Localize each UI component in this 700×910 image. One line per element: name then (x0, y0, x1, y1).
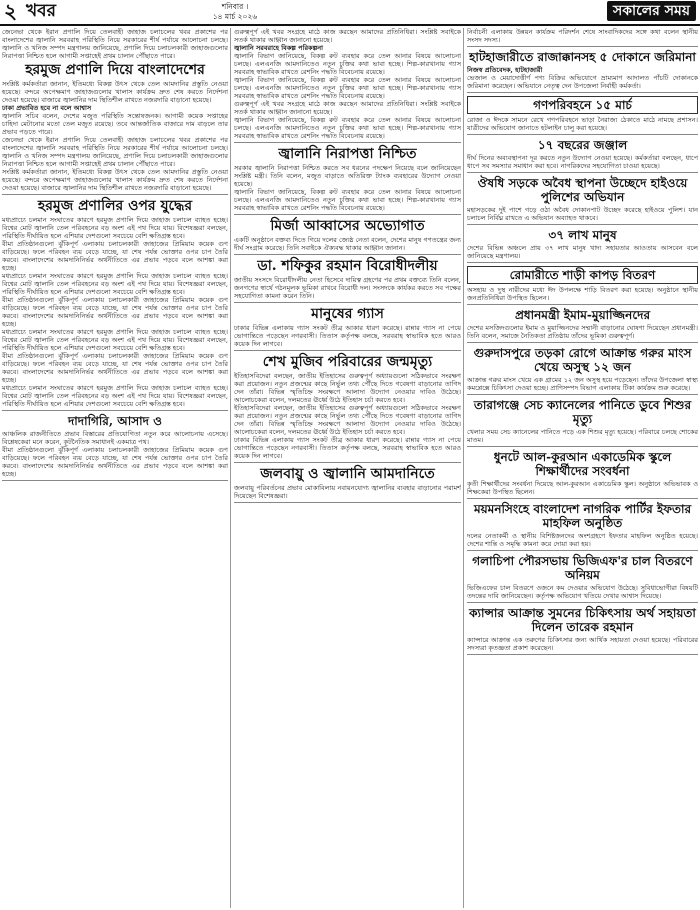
story-body: জ্বালানি বিভাগ জানিয়েছে, বিকল্প রুট ব্যবহার করে তেল আনার বিষয়ে আলোচনা চলছে। এলএনজি আমদানিতেও নতুন চুক্তির কথা ভাবা হচ্ছে। শিল্প-কারখানায় গ্যাস সরবরাহ স্বাভাবিক রাখতে রেশনিং পদ্ধতি বিবেচনায় রয়েছে। (234, 188, 461, 212)
story-body: ইতিহাসবিদেরা বলছেন, জাতীয় ইতিহাসের গুরুত্বপূর্ণ অধ্যায়গুলো সঠিকভাবে সংরক্ষণ করা প্রয়োজন। নতুন প্রজন্মের কাছে নির্ভুল তথ্য পৌঁছে দিতে গবেষণা বাড়ানোর তাগিদ দেন তাঁরা। বিভিন্ন স্মৃতিচিহ্ন সংরক্ষণে আলাদা উদ্যোগ নেওয়ার দাবিও উঠেছে। আলোচকেরা বলেন, দলমতের ঊর্ধ্বে উঠে ইতিহাস চর্চা করতে হবে। (234, 404, 461, 436)
story-body: ভিজিএফের চাল বিতরণে ওজনে কম দেওয়ার অভিযোগ উঠেছে। সুবিধাভোগীরা বিষয়টি তদন্তের দাবি জানিয়েছেন। কর্তৃপক্ষ অভিযোগ খতিয়ে দেখার আশ্বাস দিয়েছে। (467, 584, 698, 600)
headline: গুরুদাসপুরে তড়কা রোগে আক্রান্ত গরুর মাংস খেয়ে অসুস্থ ১২ জন (473, 346, 692, 374)
story-body: সংশ্লিষ্ট কর্মকর্তারা জানান, ইতিমধ্যে বিকল্প উৎস থেকে তেল আমদানির প্রস্তুতি নেওয়া হয়েছে। বন্দরে অপেক্ষমাণ জাহাজগুলোর খালাস কার্যক্রম দ্রুত শেষ করতে নির্দেশনা দেওয়া হয়েছে। বাজারে জ্বালানির দাম স্থিতিশীল রাখতে নজরদারি বাড়ানো হয়েছে। (2, 80, 228, 104)
story-body: বীমা প্রতিষ্ঠানগুলো ঝুঁকিপূর্ণ এলাকায় চলাচলকারী জাহাজের প্রিমিয়াম কয়েক গুণ বাড়িয়েছে। ফলে পরিবহন ব্যয় বেড়ে যাচ্ছে, যা শেষ পর্যন্ত ভোক্তার ওপর চাপ তৈরি করবে। বাংলাদেশের আমদানিনির্ভর অর্থনীতিতে এর প্রভাব পড়বে বলে আশঙ্কা করা হচ্ছে। (2, 296, 228, 328)
story-body: ঢাকার বিভিন্ন এলাকায় গ্যাস সংকট তীব্র আকার ধারণ করেছে। রান্নার গ্যাস না পেয়ে ভোগান্তিতে পড়েছেন নগরবাসী। তিতাস কর্তৃপক্ষ বলছে, সরবরাহ স্বাভাবিক হতে আরও কয়েক দিন লাগবে। (234, 436, 461, 460)
story-opposition-leader (234, 258, 461, 303)
story-body: সংশ্লিষ্ট কর্মকর্তারা জানান, ইতিমধ্যে বিকল্প উৎস থেকে তেল আমদানির প্রস্তুতি নেওয়া হয়েছে। বন্দরে অপেক্ষমাণ জাহাজগুলোর খালাস কার্যক্রম দ্রুত শেষ করতে নির্দেশনা দেওয়া হয়েছে। বাজারে জ্বালানির দাম স্থিতিশীল রাখতে নজরদারি বাড়ানো হয়েছে। (2, 168, 228, 192)
column-3 (467, 28, 698, 908)
headline: ধুনটে আল-কুরআন একাডেমিক স্কুলে শিক্ষার্থীদের সংবর্ধনা (493, 450, 672, 478)
headline: ডা. শফিকুর রহমান বিরোধীদলীয় (257, 258, 438, 274)
headline: মির্জা আব্বাসের অভ্যোগাত (270, 218, 425, 234)
story-body: ইতিহাসবিদেরা বলছেন, জাতীয় ইতিহাসের গুরুত্বপূর্ণ অধ্যায়গুলো সঠিকভাবে সংরক্ষণ করা প্রয়োজন। নতুন প্রজন্মের কাছে নির্ভুল তথ্য পৌঁছে দিতে গবেষণা বাড়ানোর তাগিদ দেন তাঁরা। বিভিন্ন স্মৃতিচিহ্ন সংরক্ষণে আলাদা উদ্যোগ নেওয়ার দাবিও উঠেছে। আলোচকেরা বলেন, দলমতের ঊর্ধ্বে উঠে ইতিহাস চর্চা করতে হবে। (234, 372, 461, 404)
column-1 (2, 28, 228, 908)
story-mujib-family (234, 354, 461, 463)
headline: শেখ মুজিব পরিবারের জন্মমৃত্যু (262, 354, 433, 370)
headline: দাদাগিরি, আসাদ ও (68, 414, 162, 428)
story-hathazari-fine (467, 50, 698, 93)
newspaper-logo: সকালের সময় (607, 1, 696, 21)
headline: জলবায়ু ও জ্বালানি আমদানিতে (260, 466, 435, 482)
story-body: ঢাকার বিভিন্ন এলাকায় গ্যাস সংকট তীব্র আকার ধারণ করেছে। রান্নার গ্যাস না পেয়ে ভোগান্তিতে পড়েছেন নগরবাসী। তিতাস কর্তৃপক্ষ বলছে, সরবরাহ স্বাভাবিক হতে আরও কয়েক দিন লাগবে। (234, 324, 461, 348)
story-37-lakh (467, 228, 698, 263)
story-taraganj-drowning (467, 398, 698, 447)
story-body: মধ্যপ্রাচ্যে চলমান সংঘাতের কারণে হরমুজ প্রণালি দিয়ে জাহাজ চলাচল ব্যাহত হচ্ছে। বিশ্বের মোট জ্বালানি তেল পরিবহনের বড় অংশ এই পথ দিয়ে যায়। বিশেষজ্ঞরা বলছেন, পরিস্থিতি দীর্ঘায়িত হলে এশিয়ার দেশগুলো সবচেয়ে বেশি ক্ষতিগ্রস্ত হবে। (2, 328, 228, 352)
story-mirza-abbas (234, 218, 461, 255)
story-body: রোজা ও ঈদকে সামনে রেখে গণপরিবহনে ভাড়া নৈরাজ্য ঠেকাতে মাঠে নামছে প্রশাসন। যাত্রীদের অভিযোগ জানাতে হটলাইন চালু করা হয়েছে। (467, 116, 698, 132)
story-hormuz-war (2, 198, 228, 411)
column-2 (234, 28, 461, 908)
section-name: খবর (26, 1, 56, 21)
story-body: ক্যান্সারে আক্রান্ত এক তরুণের চিকিৎসার জন্য আর্থিক সহায়তা দেওয়া হয়েছে। পরিবারের সদস্যরা কৃতজ্ঞতা প্রকাশ করেছেন। (467, 636, 698, 652)
headline: জ্বালানি নিরাপত্তা নিশ্চিত (278, 146, 417, 162)
story-body: মধ্যপ্রাচ্যে চলমান সংঘাতের কারণে হরমুজ প্রণালি দিয়ে জাহাজ চলাচল ব্যাহত হচ্ছে। বিশ্বের মোট জ্বালানি তেল পরিবহনের বড় অংশ এই পথ দিয়ে যায়। বিশেষজ্ঞরা বলছেন, পরিস্থিতি দীর্ঘায়িত হলে এশিয়ার দেশগুলো সবচেয়ে বেশি ক্ষতিগ্রস্ত হবে। (2, 384, 228, 408)
story-body: বীমা প্রতিষ্ঠানগুলো ঝুঁকিপূর্ণ এলাকায় চলাচলকারী জাহাজের প্রিমিয়াম কয়েক গুণ বাড়িয়েছে। ফলে পরিবহন ব্যয় বেড়ে যাচ্ছে, যা শেষ পর্যন্ত ভোক্তার ওপর চাপ তৈরি করবে। বাংলাদেশের আমদানিনির্ভর অর্থনীতিতে এর প্রভাব পড়বে বলে আশঙ্কা করা হচ্ছে। (2, 240, 228, 272)
masthead (0, 0, 700, 26)
dateline (200, 2, 270, 22)
story-body: জাতীয় সংসদে বিরোধীদলীয় নেতা হিসেবে দায়িত্ব গ্রহণের পর প্রথম বক্তব্যে তিনি বলেন, জনগণের স্বার্থে গঠনমূলক ভূমিকা রাখবে বিরোধী দল। সংসদকে কার্যকর করতে সব পক্ষের সহযোগিতা কামনা করেন তিনি। (234, 276, 461, 300)
story-body: জ্বালানি বিভাগ জানিয়েছে, বিকল্প রুট ব্যবহার করে তেল আনার বিষয়ে আলোচনা চলছে। এলএনজি আমদানিতেও নতুন চুক্তির কথা ভাবা হচ্ছে। শিল্প-কারখানায় গ্যাস সরবরাহ স্বাভাবিক রাখতে রেশনিং পদ্ধতি বিবেচনায় রয়েছে। (234, 116, 461, 140)
headline: হাটহাজারীতে রাজাক্কানসহ ৫ দোকানে জরিমানা (469, 50, 696, 64)
story-body: কৃতী শিক্ষার্থীদের সংবর্ধনা দিয়েছে আল-কুরআন একাডেমিক স্কুল। অনুষ্ঠানে অভিভাবক ও শিক্ষকেরা উপস্থিত ছিলেন। (467, 480, 698, 496)
headline: ঔষধি সড়কে অবৈধ স্থাপনা উচ্ছেদে হাইওয়ে পুলিশের অভিযান (477, 176, 688, 204)
story-hormuz-bangladesh (2, 28, 228, 195)
story-body: একটি অনুষ্ঠানে বক্তব্য দিতে গিয়ে দলের জ্যেষ্ঠ নেতা বলেন, দেশের মানুষ গণতন্ত্রের জন্য দীর্ঘ সংগ্রাম করেছে। তিনি সবাইকে ঐক্যবদ্ধ থাকার আহ্বান জানান। (234, 236, 461, 252)
story-body: বীমা প্রতিষ্ঠানগুলো ঝুঁকিপূর্ণ এলাকায় চলাচলকারী জাহাজের প্রিমিয়াম কয়েক গুণ বাড়িয়েছে। ফলে পরিবহন ব্যয় বেড়ে যাচ্ছে, যা শেষ পর্যন্ত ভোক্তার ওপর চাপ তৈরি করবে। বাংলাদেশের আমদানিনির্ভর অর্থনীতিতে এর প্রভাব পড়বে বলে আশঙ্কা করা হচ্ছে। (2, 352, 228, 384)
headline: গণপরিবহনে ১৫ মার্চ (467, 96, 698, 114)
story-body: দেশের বিভিন্ন অঞ্চলে প্রায় ৩৭ লাখ মানুষ খাদ্য সহায়তার আওতায় আসবেন বলে জানিয়েছে মন্ত্রণালয়। (467, 244, 698, 260)
story-body: ভেজাল ও মেয়াদোত্তীর্ণ পণ্য বিক্রির অভিযোগে ভ্রাম্যমাণ আদালত পাঁচটি দোকানকে জরিমানা করেছেন। অভিযানে নেতৃত্ব দেন উপজেলা নির্বাহী কর্মকর্তা। (467, 74, 698, 90)
story-body: দলের নেতাকর্মী ও স্থানীয় বিশিষ্টজনদের অংশগ্রহণে ইফতার মাহফিল অনুষ্ঠিত হয়েছে। দেশের শান্তি ও সমৃদ্ধি কামনা করে দোয়া করা হয়। (467, 532, 698, 548)
story-galachipa-vgf (467, 554, 698, 603)
story-top (467, 28, 698, 47)
story-body: জেনেভা থেকে ইরান প্রণালি দিয়ে তেলবাহী জাহাজ চলাচলের খবর প্রকাশের পর বাংলাদেশের জ্বালানি সরবরাহ পরিস্থিতি নিয়ে সরকারের শীর্ষ পর্যায়ে আলোচনা চলছে। জ্বালানি ও খনিজ সম্পদ মন্ত্রণালয় জানিয়েছে, প্রণালি দিয়ে চলাচলকারী জাহাজগুলোর নিরাপত্তা নিশ্চিত হলে আগামী সপ্তাহেই প্রথম চালান পৌঁছাতে পারে। (2, 136, 228, 168)
story-gas (234, 306, 461, 351)
story-dhunat-school (467, 450, 698, 499)
day-label: শনিবার । (221, 2, 249, 11)
story-cancer-aid (467, 606, 698, 655)
story-body: জ্বালানি বিভাগ জানিয়েছে, বিকল্প রুট ব্যবহার করে তেল আনার বিষয়ে আলোচনা চলছে। এলএনজি আমদানিতেও নতুন চুক্তির কথা ভাবা হচ্ছে। শিল্প-কারখানায় গ্যাস সরবরাহ স্বাভাবিক রাখতে রেশনিং পদ্ধতি বিবেচনায় রয়েছে। (234, 76, 461, 100)
story-highway-eviction (467, 176, 698, 225)
headline: মানুষের গ্যাস (311, 306, 384, 322)
story-body: গুরুত্বপূর্ণ এই খবর সংগ্রহে মাঠে কাজ করছেন আমাদের প্রতিনিধিরা। সংশ্লিষ্ট সবাইকে সতর্ক থাকার আহ্বান জানানো হয়েছে। (234, 100, 461, 116)
story-body: মধ্যপ্রাচ্যে চলমান সংঘাতের কারণে হরমুজ প্রণালি দিয়ে জাহাজ চলাচল ব্যাহত হচ্ছে। বিশ্বের মোট জ্বালানি তেল পরিবহনের বড় অংশ এই পথ দিয়ে যায়। বিশেষজ্ঞরা বলছেন, পরিস্থিতি দীর্ঘায়িত হলে এশিয়ার দেশগুলো সবচেয়ে বেশি ক্ষতিগ্রস্ত হবে। (2, 216, 228, 240)
story-energy-security (234, 146, 461, 215)
story-body: জলবায়ু পরিবর্তনের প্রভাব মোকাবিলায় নবায়নযোগ্য জ্বালানির ব্যবহার বাড়ানোর পরামর্শ দিয়েছেন বিশেষজ্ঞরা। (234, 484, 461, 500)
column-rule (230, 28, 231, 908)
headline: হরমুজ প্রণালি দিয়ে বাংলাদেশের (25, 62, 205, 78)
headline: রোমারীতে শাড়ী কাপড় বিতরণ (467, 266, 698, 284)
date-label: ১৪ মার্চ ২০২৬ (212, 12, 258, 21)
story-body: খেলার সময় সেচ ক্যানেলের পানিতে পড়ে এক শিশুর মৃত্যু হয়েছে। পরিবারে চলছে শোকের মাতম। (467, 428, 698, 444)
story-body: নির্বাচনী এলাকায় উন্নয়ন কার্যক্রম পরিদর্শন শেষে সাংবাদিকদের সঙ্গে কথা বলেন স্থানীয় সংসদ সদস্য। (467, 28, 698, 44)
story-body: বীমা প্রতিষ্ঠানগুলো ঝুঁকিপূর্ণ এলাকায় চলাচলকারী জাহাজের প্রিমিয়াম কয়েক গুণ বাড়িয়েছে। ফলে পরিবহন ব্যয় বেড়ে যাচ্ছে, যা শেষ পর্যন্ত ভোক্তার ওপর চাপ তৈরি করবে। বাংলাদেশের আমদানিনির্ভর অর্থনীতিতে এর প্রভাব পড়বে বলে আশঙ্কা করা হচ্ছে। (2, 446, 228, 478)
column-rule (463, 28, 464, 908)
story-gurudaspur-anthrax (467, 346, 698, 395)
story-body: আঞ্চলিক রাজনীতিতে প্রভাব বিস্তারের প্রতিযোগিতা নতুন করে আলোচনায় এসেছে। বিশ্লেষকেরা মনে করেন, কূটনৈতিক সমাধানই একমাত্র পথ। (2, 430, 228, 446)
headline: গলাচিপা পৌরসভায় ভিজিএফ'র চাল বিতরণে অনিয়ম (472, 554, 693, 582)
story-body: অসহায় ও দুস্থ নারীদের মধ্যে ঈদ উপলক্ষে শাড়ি বিতরণ করা হয়েছে। অনুষ্ঠানে স্থানীয় জনপ্রতিনিধিরা উপস্থিত ছিলেন। (467, 286, 698, 302)
story-body: দেশের মসজিদগুলোর ইমাম ও মুয়াজ্জিনদের সম্মানী বাড়ানোর ঘোষণা দিয়েছেন প্রধানমন্ত্রী। তিনি বলেন, সমাজে নৈতিকতা প্রতিষ্ঠায় তাঁদের ভূমিকা গুরুত্বপূর্ণ। (467, 324, 698, 340)
page-number: ২ (4, 0, 18, 23)
headline: ময়মনসিংহে বাংলাদেশ নাগরিক পার্টির ইফতার মাহফিল অনুষ্ঠিত (473, 502, 692, 530)
story-transport (467, 96, 698, 135)
subheading: জ্বালানি সরবরাহে বিকল্প পরিকল্পনা (234, 44, 323, 52)
story-body: জ্বালানি সচিব বলেন, দেশের মজুত পরিস্থিতি সন্তোষজনক। আগামী কয়েক সপ্তাহের চাহিদা মেটানোর মতো তেল মজুত রয়েছে। তবে আন্তর্জাতিক বাজারে দাম বাড়লে তার প্রভাব পড়তে পারে। (2, 112, 228, 136)
story-17-years (467, 138, 698, 173)
story-climate-energy (234, 466, 461, 503)
story-energy-plan (234, 28, 461, 143)
story-body: মহাসড়কের দুই পাশে গড়ে ওঠা অবৈধ দোকানপাট উচ্ছেদ করেছে হাইওয়ে পুলিশ। যান চলাচল নির্বিঘ্ন রাখতে এ অভিযান অব্যাহত থাকবে। (467, 206, 698, 222)
story-body: আক্রান্ত গরুর মাংস খেয়ে এক গ্রামের ১২ জন অসুস্থ হয়ে পড়েছেন। তাঁদের উপজেলা স্বাস্থ্য কমপ্লেক্সে চিকিৎসা দেওয়া হচ্ছে। প্রাণিসম্পদ বিভাগ এলাকায় টিকা কার্যক্রম শুরু করেছে। (467, 376, 698, 392)
headline: ক্যান্সার আক্রান্ত সুমনের চিকিৎসায় অর্থ সহায়তা দিলেন তারেক রহমান (469, 606, 696, 634)
story-mymensingh-iftar (467, 502, 698, 551)
story-body: জ্বালানি বিভাগ জানিয়েছে, বিকল্প রুট ব্যবহার করে তেল আনার বিষয়ে আলোচনা চলছে। এলএনজি আমদানিতেও নতুন চুক্তির কথা ভাবা হচ্ছে। শিল্প-কারখানায় গ্যাস সরবরাহ স্বাভাবিক রাখতে রেশনিং পদ্ধতি বিবেচনায় রয়েছে। (234, 52, 461, 76)
story-body: দীর্ঘ দিনের অব্যবস্থাপনা দূর করতে নতুন উদ্যোগ নেওয়া হয়েছে। কর্মকর্তারা বলছেন, ধাপে ধাপে সব সমস্যার সমাধান করা হবে। নাগরিকদের সহযোগিতা চাওয়া হয়েছে। (467, 154, 698, 170)
story-body: জেনেভা থেকে ইরান প্রণালি দিয়ে তেলবাহী জাহাজ চলাচলের খবর প্রকাশের পর বাংলাদেশের জ্বালানি সরবরাহ পরিস্থিতি নিয়ে সরকারের শীর্ষ পর্যায়ে আলোচনা চলছে। জ্বালানি ও খনিজ সম্পদ মন্ত্রণালয় জানিয়েছে, প্রণালি দিয়ে চলাচলকারী জাহাজগুলোর নিরাপত্তা নিশ্চিত হলে আগামী সপ্তাহেই প্রথম চালান পৌঁছাতে পারে। (2, 28, 228, 60)
byline: নিজস্ব প্রতিবেদক, হাটহাজারী (467, 66, 543, 74)
headline: তারাগঞ্জে সেচ ক্যানেলের পানিতে ডুবে শিশুর মৃত্যু (473, 398, 692, 426)
headline: ৩৭ লাখ মানুষ (548, 228, 617, 242)
subheading: ঢাকা প্রভাবিত হবে না বলে আশ্বাস (2, 104, 92, 112)
story-body: সরকার জ্বালানি নিরাপত্তা নিশ্চিত করতে সব ধরনের পদক্ষেপ নিয়েছে বলে জানিয়েছেন সংশ্লিষ্ট মন্ত্রী। তিনি বলেন, মজুত বাড়াতে অতিরিক্ত ট্যাংক ব্যবহারের উদ্যোগ নেওয়া হয়েছে। (234, 164, 461, 188)
story-dadagiri (2, 414, 228, 481)
headline: প্রধানমন্ত্রী ইমাম-মুয়াজ্জিনদের (514, 308, 651, 322)
story-rowmari-saree (467, 266, 698, 305)
headline: ১৭ বছরের জঞ্জাল (537, 138, 628, 152)
story-pm-imam (467, 308, 698, 343)
story-body: গুরুত্বপূর্ণ এই খবর সংগ্রহে মাঠে কাজ করছেন আমাদের প্রতিনিধিরা। সংশ্লিষ্ট সবাইকে সতর্ক থাকার আহ্বান জানানো হয়েছে। (234, 28, 461, 44)
headline: হরমুজ প্রণালির ওপর যুদ্ধের (37, 198, 193, 214)
story-body: মধ্যপ্রাচ্যে চলমান সংঘাতের কারণে হরমুজ প্রণালি দিয়ে জাহাজ চলাচল ব্যাহত হচ্ছে। বিশ্বের মোট জ্বালানি তেল পরিবহনের বড় অংশ এই পথ দিয়ে যায়। বিশেষজ্ঞরা বলছেন, পরিস্থিতি দীর্ঘায়িত হলে এশিয়ার দেশগুলো সবচেয়ে বেশি ক্ষতিগ্রস্ত হবে। (2, 272, 228, 296)
